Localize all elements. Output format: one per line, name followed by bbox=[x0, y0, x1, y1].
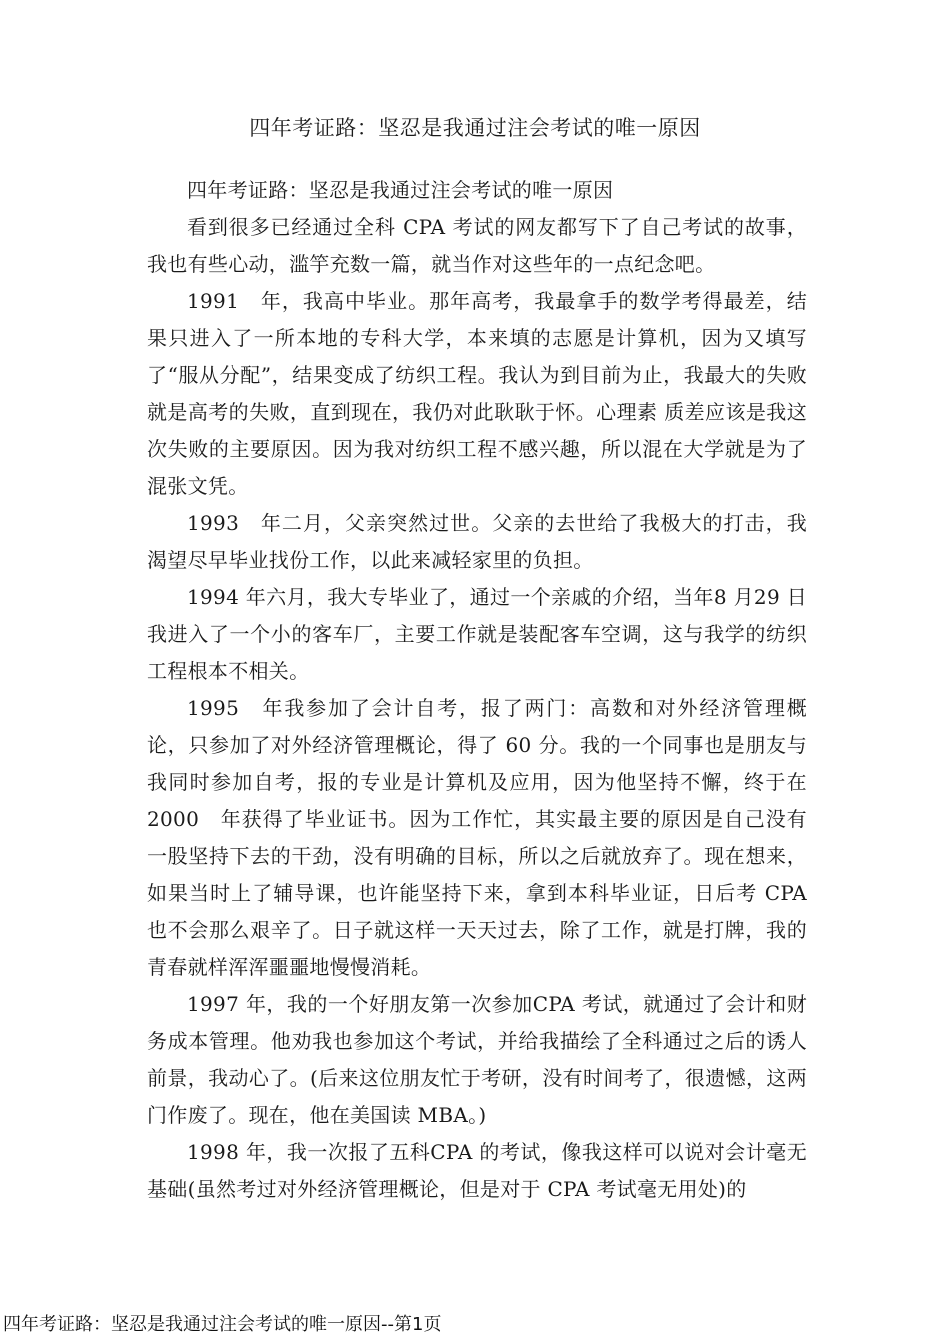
paragraph-1998: 1998 年，我一次报了五科CPA 的考试，像我这样可以说对会计毫无基础(虽然考过对外经济管理概论，但是对于 CPA 考试毫无用处)的 bbox=[147, 1140, 807, 1201]
page-footer: 四年考证路：坚忍是我通过注会考试的唯一原因--第1页 bbox=[3, 1314, 442, 1335]
paragraph-subtitle: 四年考证路：坚忍是我通过注会考试的唯一原因 bbox=[187, 178, 614, 202]
document-title: 四年考证路：坚忍是我通过注会考试的唯一原因 bbox=[249, 116, 701, 140]
paragraph-1994: 1994 年六月，我大专毕业了，通过一个亲戚的介绍，当年8 月29 日我进入了一个小的客车厂，主要工作就是装配客车空调，这与我学的纺织工程根本不相关。 bbox=[147, 585, 807, 683]
paragraph-intro: 看到很多已经通过全科 CPA 考试的网友都写下了自己考试的故事，我也有些心动，滥竽充数一篇，就当作对这些年的一点纪念吧。 bbox=[147, 215, 807, 276]
paragraph-1995: 1995 年我参加了会计自考，报了两门：高数和对外经济管理概论，只参加了对外经济管理概论，得了 60 分。我的一个同事也是朋友与我同时参加自考，报的专业是计算机及应用，因为他坚持不懈，终于在 2000 年获得了毕业证书。因为工作忙，其实最主要的原因是自己没有一股坚持下去的干劲，没有明确的目标，所以之后就放弃了。现在想来，如果当时上了辅导课，也许能坚持下来，拿到本科毕业证，日后考 CPA 也不会那么艰辛了。日子就这样一天天过去，除了工作，就是打牌，我的青春就样浑浑噩噩地慢慢消耗。 bbox=[147, 696, 807, 979]
paragraph-1991: 1991 年，我高中毕业。那年高考，我最拿手的数学考得最差，结果只进入了一所本地的专科大学，本来填的志愿是计算机，因为又填写了“服从分配”，结果变成了纺织工程。我认为到目前为止，我最大的失败就是高考的失败，直到现在，我仍对此耿耿于怀。心理素 质差应该是我这次失败的主要原因。因为我对纺织工程不感兴趣，所以混在大学就是为了混张文凭。 bbox=[147, 289, 807, 498]
paragraph-1993: 1993 年二月，父亲突然过世。父亲的去世给了我极大的打击，我渴望尽早毕业找份工作，以此来减轻家里的负担。 bbox=[147, 511, 807, 572]
document-body bbox=[147, 172, 807, 1208]
paragraph-1997: 1997 年，我的一个好朋友第一次参加CPA 考试，就通过了会计和财务成本管理。他劝我也参加这个考试，并给我描绘了全科通过之后的诱人前景，我动心了。(后来这位朋友忙于考研，没有时间考了，很遗憾，这两门作废了。现在，他在美国读 MBA。) bbox=[147, 992, 807, 1127]
